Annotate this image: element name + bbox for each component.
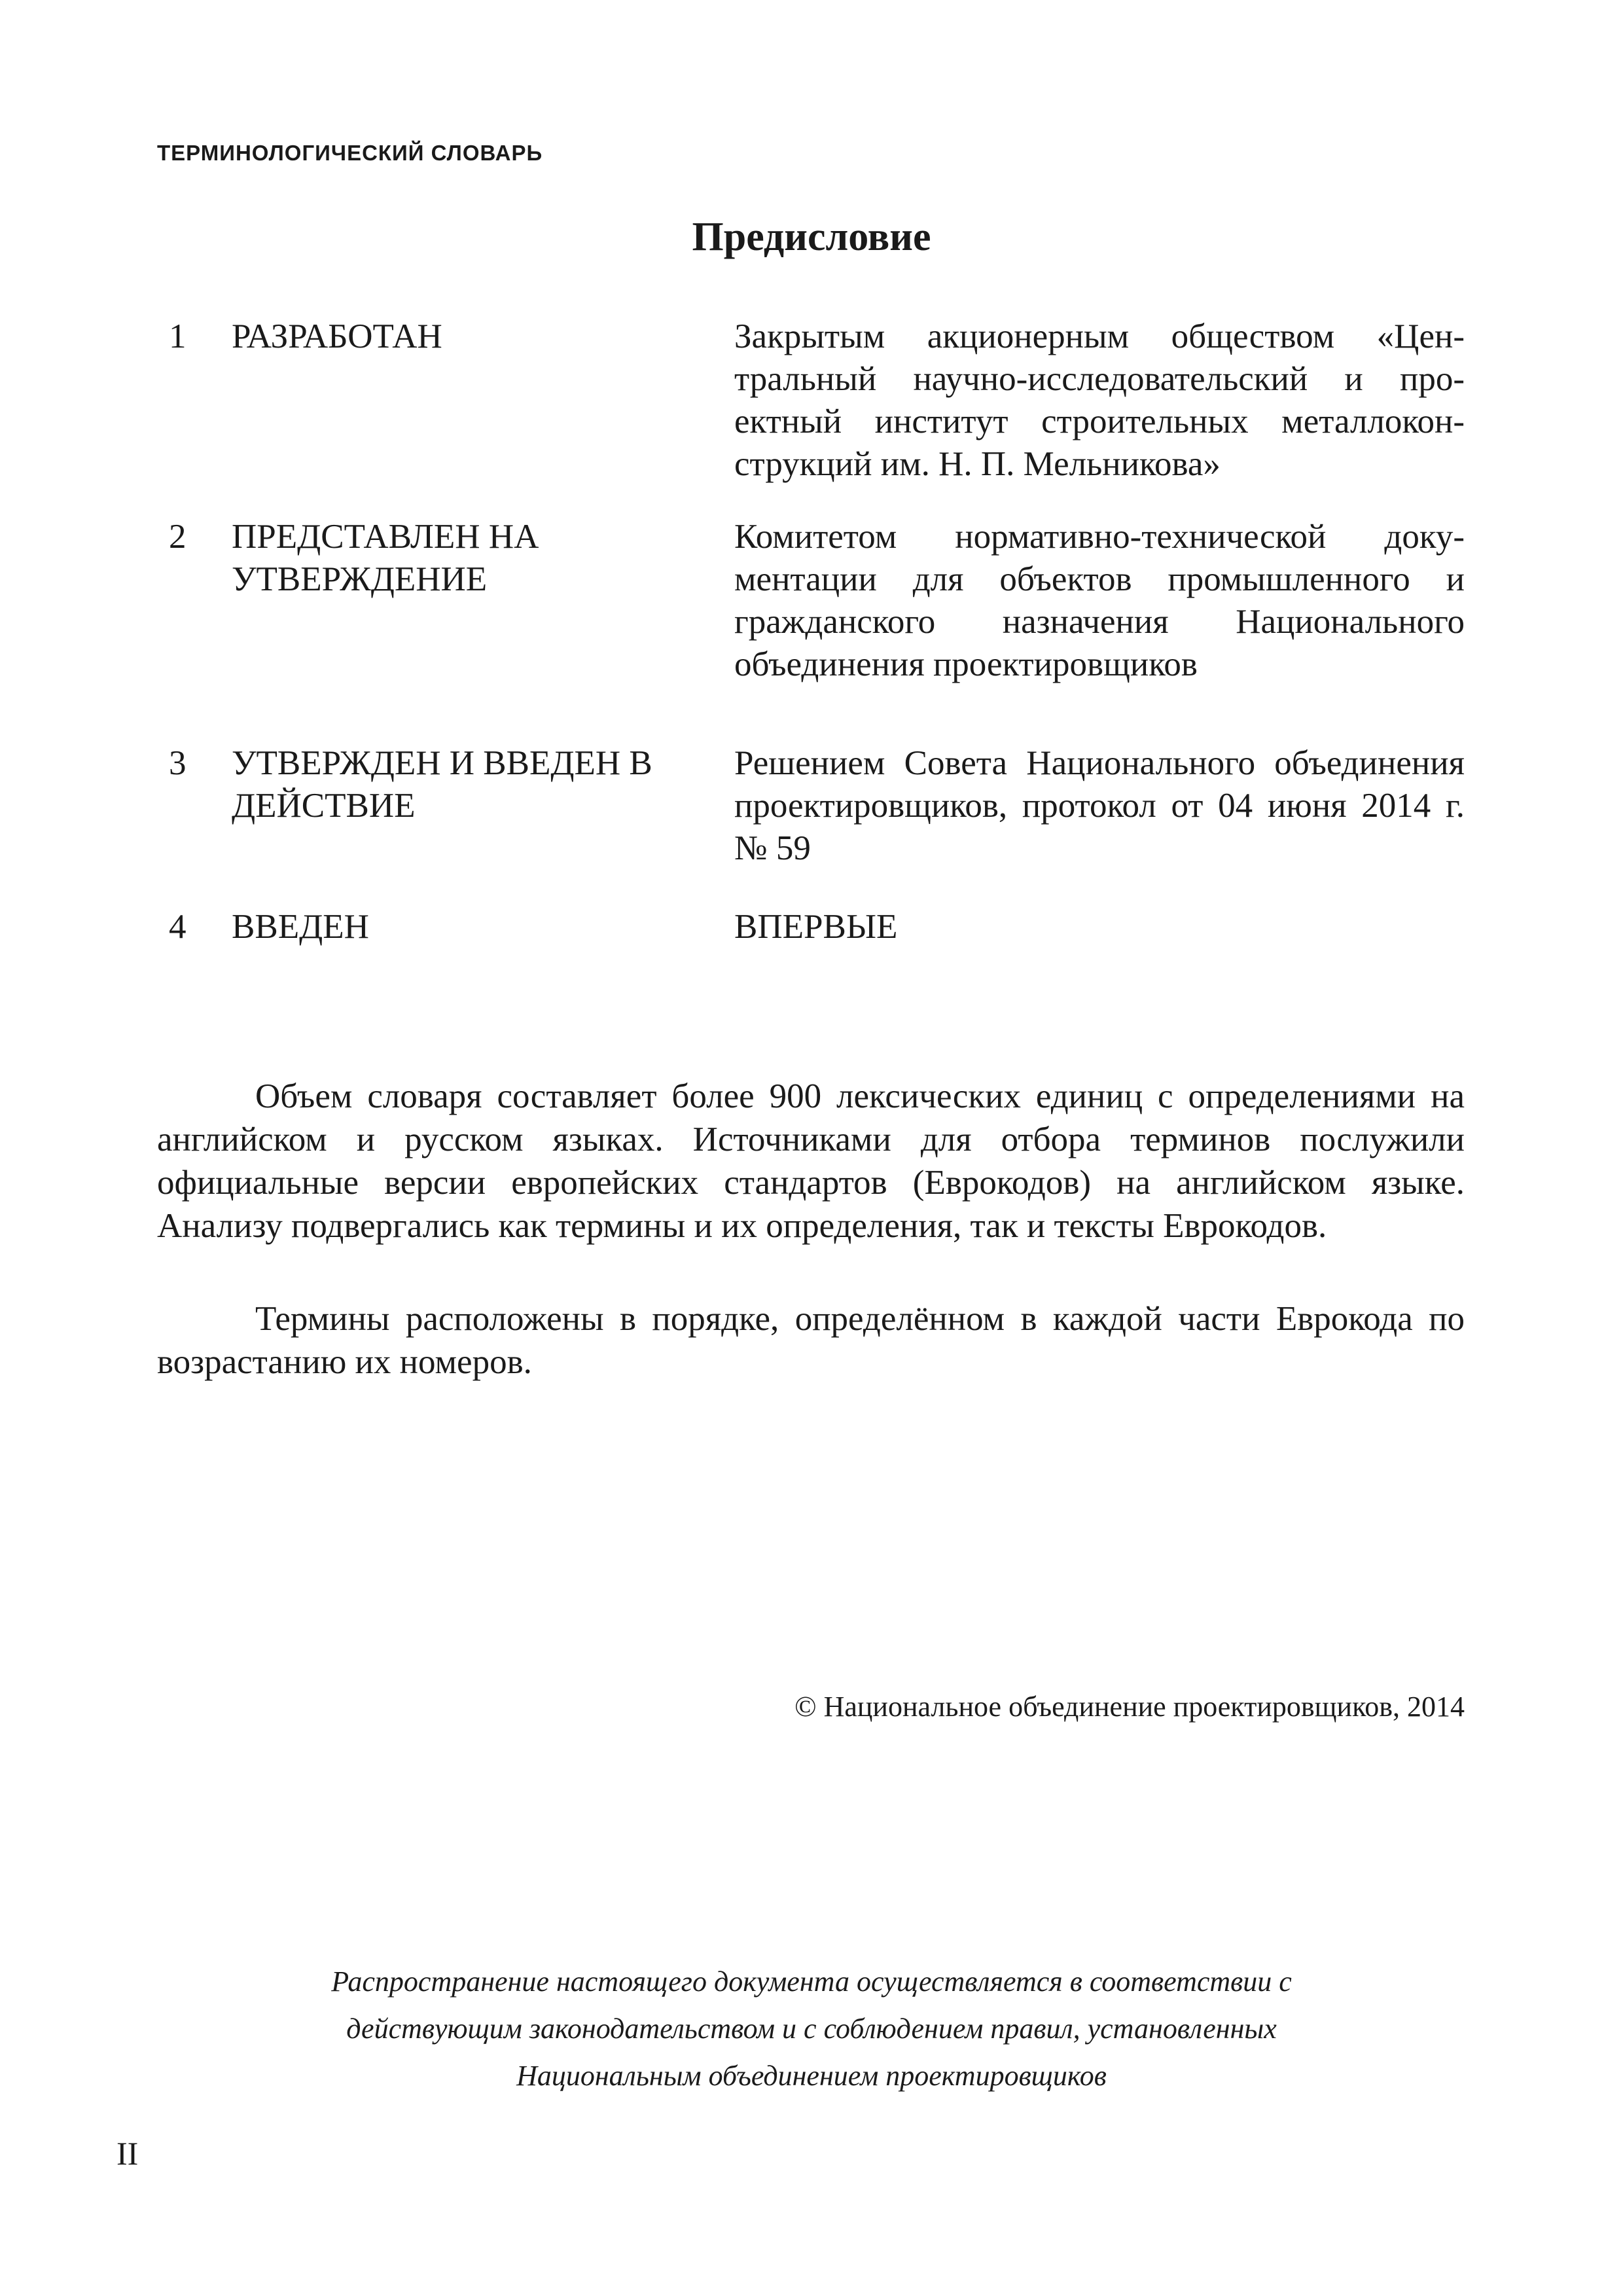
preface-item-value: Решением Совета Национального объединения проектировщиков, протокол от 04 июня 2014 г. № 59 [734, 744, 1465, 867]
page-number: II [116, 2135, 139, 2172]
preface-item-label: УТВЕРЖДЕН И ВВЕДЕН В ДЕЙСТВИЕ [232, 744, 652, 825]
preface-item-number: 4 [169, 908, 187, 946]
preface-item-label: ПРЕДСТАВЛЕН НА УТВЕРЖДЕНИЕ [232, 518, 539, 598]
preface-item-label: ВВЕДЕН [232, 908, 369, 946]
body-paragraph-order: Термины расположены в порядке, определённом в каждой части Еврокода по возрастанию их номеров. [157, 1300, 1465, 1381]
preface-item-value: ВПЕРВЫЕ [734, 908, 898, 946]
preface-item-value: Закрытым акционерным обществом «Центральный научно-исследовательский и проектный институт строительных металлоконструкций им. Н. П. Мельникова» [734, 317, 1465, 483]
distribution-notice [157, 1958, 1466, 2100]
distribution-notice-line: Национальным объединением проектировщиков [516, 2060, 1107, 2092]
preface-item-number: 2 [169, 518, 187, 556]
distribution-notice-line: действующим законодательством и с соблюдением правил, установленных [346, 2013, 1277, 2045]
preface-item-label: РАЗРАБОТАН [232, 317, 442, 355]
copyright-notice: © Национальное объединение проектировщиков, 2014 [794, 1691, 1465, 1723]
preface-item-number: 1 [169, 317, 187, 355]
body-paragraph-volume: Объем словаря составляет более 900 лексических единиц с определениями на английском и русском языках. Источниками для отбора терминов послужили официальные версии европейских стандартов (Еврокодов) на английском языке. Анализу подвергались как термины и их определения, так и тексты Еврокодов. [157, 1077, 1465, 1245]
page-title: Предисловие [692, 215, 931, 259]
distribution-notice-line: Распространение настоящего документа осуществляется в соответствии с [331, 1965, 1292, 1998]
running-header: ТЕРМИНОЛОГИЧЕСКИЙ СЛОВАРЬ [157, 141, 543, 165]
preface-item-number: 3 [169, 744, 187, 782]
preface-item-value: Комитетом нормативно-технической документации для объектов промышленного и гражданского назначения Национального объединения проектировщиков [734, 518, 1465, 683]
